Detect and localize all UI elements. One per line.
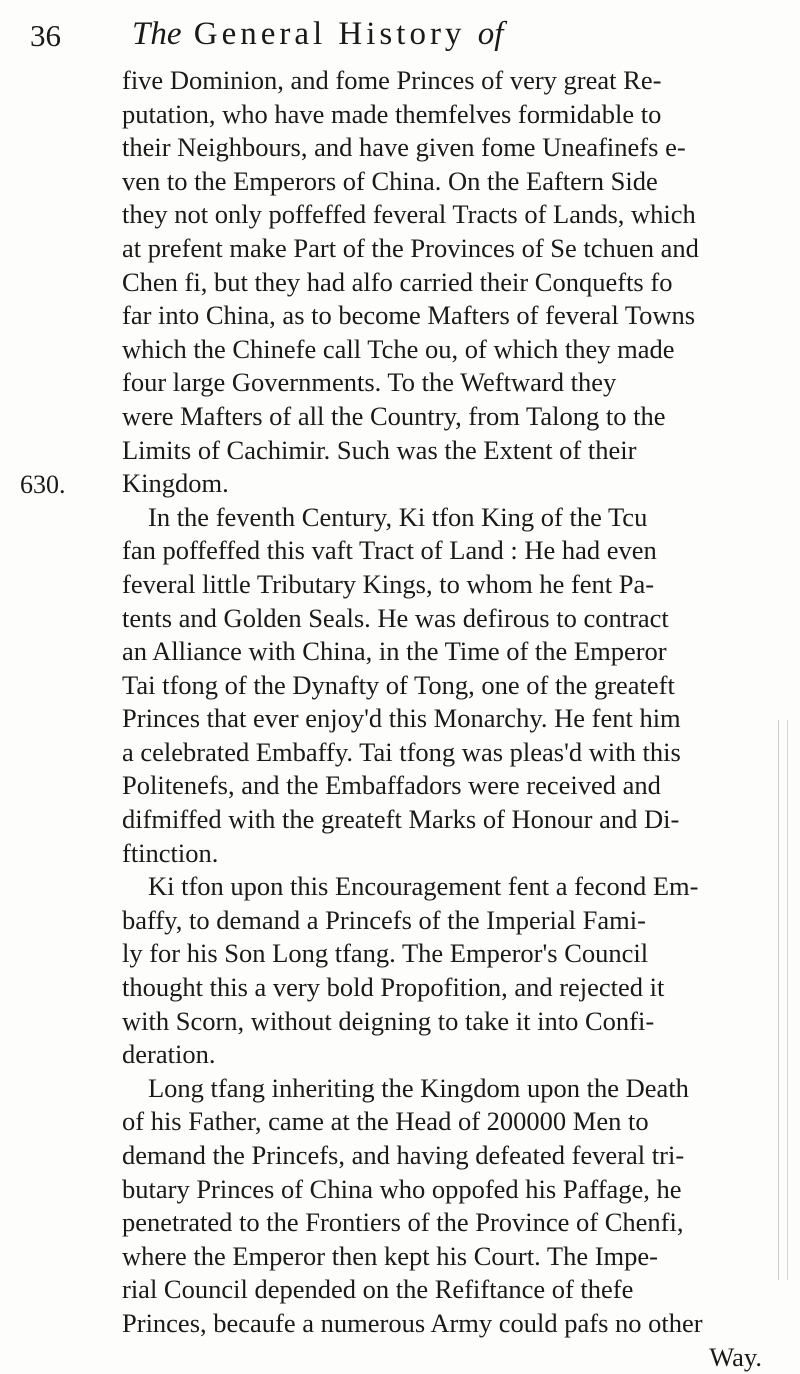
text-line: feveral little Tributary Kings, to whom he fent Pa- — [122, 568, 655, 599]
text-line: putation, who have made themfelves formidable to — [122, 98, 662, 129]
text-line: demand the Princefs, and having defeated feveral tri- — [122, 1140, 685, 1170]
text-line: their Neighbours, and have given fome Uneafinefs e- — [122, 132, 686, 163]
text-line: far into China, as to become Mafters of feveral Towns — [122, 300, 696, 331]
running-title-main: General History — [193, 16, 466, 52]
text-line: baffy, to demand a Princefs of the Imperial Fami- — [122, 904, 646, 935]
text-line: Chen fi, but they had alfo carried their Conquefts fo — [122, 266, 673, 297]
text-line: where the Emperor then kept his Court. The Impe- — [122, 1240, 658, 1271]
text-line: Princes, becaufe a numerous Army could pafs no other — [122, 1307, 703, 1338]
text-line: fan poffeffed this vaft Tract of Land : He had even — [122, 535, 657, 566]
text-line: Kingdom. — [122, 468, 229, 499]
text-line: they not only poffeffed feveral Tracts of Lands, which — [122, 199, 696, 230]
text-line: at prefent make Part of the Provinces of Se tchuen and — [122, 232, 699, 263]
text-line: Long tfang inheriting the Kingdom upon the Death — [148, 1072, 689, 1103]
body-text — [122, 64, 800, 1374]
text-line: Ki tfon upon this Encouragement fent a fecond Em- — [148, 871, 699, 902]
running-title-preposition: of — [477, 16, 504, 52]
text-line: Way. — [709, 1341, 762, 1372]
text-line: thought this a very bold Propofition, and rejected it — [122, 972, 665, 1003]
text-line: an Alliance with China, in the Time of the Emperor — [122, 636, 667, 667]
text-line: Tai tfong of the Dynafty of Tong, one of the greateft — [122, 669, 675, 700]
text-line: rial Council depended on the Refiftance of thefe — [122, 1274, 634, 1305]
text-line: In the feventh Century, Ki tfon King of the Tcu — [148, 501, 648, 532]
page-edge-shadow — [778, 720, 788, 1280]
text-line: deration. — [122, 1039, 216, 1070]
text-line: difmiffed with the greateft Marks of Honour and Di- — [122, 804, 680, 835]
text-line: a celebrated Embaffy. Tai tfong was pleas'd with this — [122, 736, 681, 767]
text-line: four large Governments. To the Weftward they — [122, 367, 617, 398]
page-header — [30, 12, 770, 62]
page-number: 36 — [30, 18, 61, 53]
text-line: ly for his Son Long tfang. The Emperor's Council — [122, 938, 649, 969]
text-line: ven to the Emperors of China. On the Eaftern Side — [122, 165, 658, 196]
text-line: Limits of Cachimir. Such was the Extent of their — [122, 434, 637, 465]
text-line: with Scorn, without deigning to take it into Confi- — [122, 1005, 655, 1036]
running-title — [132, 16, 503, 53]
margin-year-note: 630. — [20, 470, 66, 499]
text-line: Politenefs, and the Embaffadors were received and — [122, 770, 661, 801]
text-line: of his Father, came at the Head of 200000 Men to — [122, 1106, 649, 1137]
text-line: which the Chinefe call Tche ou, of which they made — [122, 333, 675, 364]
text-line: penetrated to the Frontiers of the Province of Chenfi, — [122, 1207, 684, 1238]
text-line: tents and Golden Seals. He was defirous to contract — [122, 602, 669, 633]
running-title-article: The — [132, 16, 182, 52]
text-line: five Dominion, and fome Princes of very great Re- — [122, 65, 662, 95]
text-line: Princes that ever enjoy'd this Monarchy. He fent him — [122, 703, 681, 734]
text-line: butary Princes of China who oppofed his Paffage, he — [122, 1173, 682, 1204]
text-line: were Mafters of all the Country, from Talong to the — [122, 400, 666, 431]
text-line: ftinction. — [122, 837, 219, 868]
